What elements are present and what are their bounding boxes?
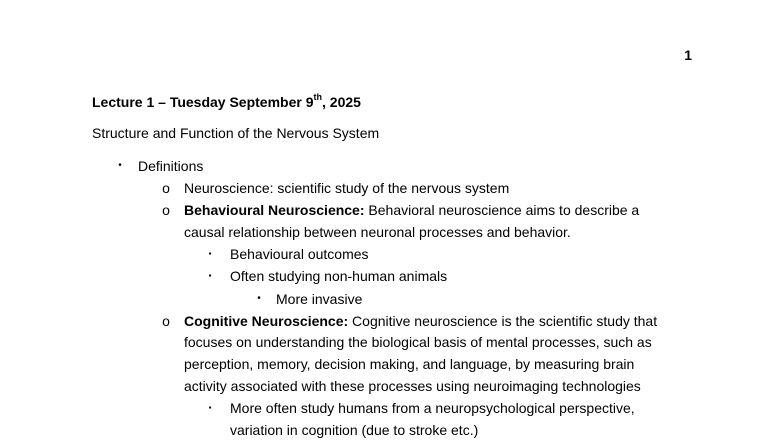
behavioural-definition-continued: causal relationship between neuronal processes and behavior. [184,224,571,240]
behavioural-outcomes-text: Behavioural outcomes [230,246,369,262]
study-humans-text-line-2 [230,419,478,441]
bullet-square-icon: ▪ [208,403,212,412]
cognitive-term: Cognitive Neuroscience: [184,313,349,329]
cognitive-definition-start: Cognitive neuroscience is the scientific study that [348,313,658,329]
cognitive-definition-line-1 [184,310,657,332]
behavioural-definition-line-1 [184,199,639,221]
bullet-dot-icon: • [118,160,122,171]
lecture-title-superscript: th [313,92,322,103]
lecture-subtitle: Structure and Function of the Nervous System [92,125,380,141]
cognitive-definition-line-3 [184,353,634,375]
cognitive-definition-continued-1: focuses on understanding the biological basis of mental processes, such as [184,334,652,350]
cognitive-definition-continued-2: perception, memory, decision making, and language, by measuring brain [184,356,635,372]
cognitive-definition-line-2 [184,331,652,353]
bullet-square-icon: ▪ [208,249,212,258]
study-humans-text-line-1: More often study humans from a neuropsychological perspective, [230,400,635,416]
bullet-circle-icon: o [162,180,170,196]
bullet-circle-icon: o [162,202,170,218]
bullet-dot-icon: • [257,293,261,304]
behavioural-definition-start: Behavioral neuroscience aims to describe a [364,202,640,218]
lecture-title-main: Lecture 1 – Tuesday September 9 [92,94,314,110]
neuroscience-definition: Neuroscience: scientific study of the nervous system [184,180,510,196]
bullet-square-icon: ▪ [208,271,212,280]
lecture-title [92,92,361,112]
behavioural-term: Behavioural Neuroscience: [184,202,365,218]
cognitive-definition-continued-3: activity associated with these processes using neuroimaging technologies [184,378,641,394]
more-invasive-text: More invasive [276,291,363,307]
page-number: 1 [684,47,692,63]
non-human-animals-text: Often studying non-human animals [230,268,448,284]
cognitive-definition-line-4 [184,375,641,397]
lecture-title-year: , 2025 [322,94,361,110]
bullet-circle-icon: o [162,313,170,329]
behavioural-definition-line-2 [184,221,571,243]
study-humans-text-continued: variation in cognition (due to stroke etc.) [230,422,479,438]
definitions-label: Definitions [138,158,204,174]
